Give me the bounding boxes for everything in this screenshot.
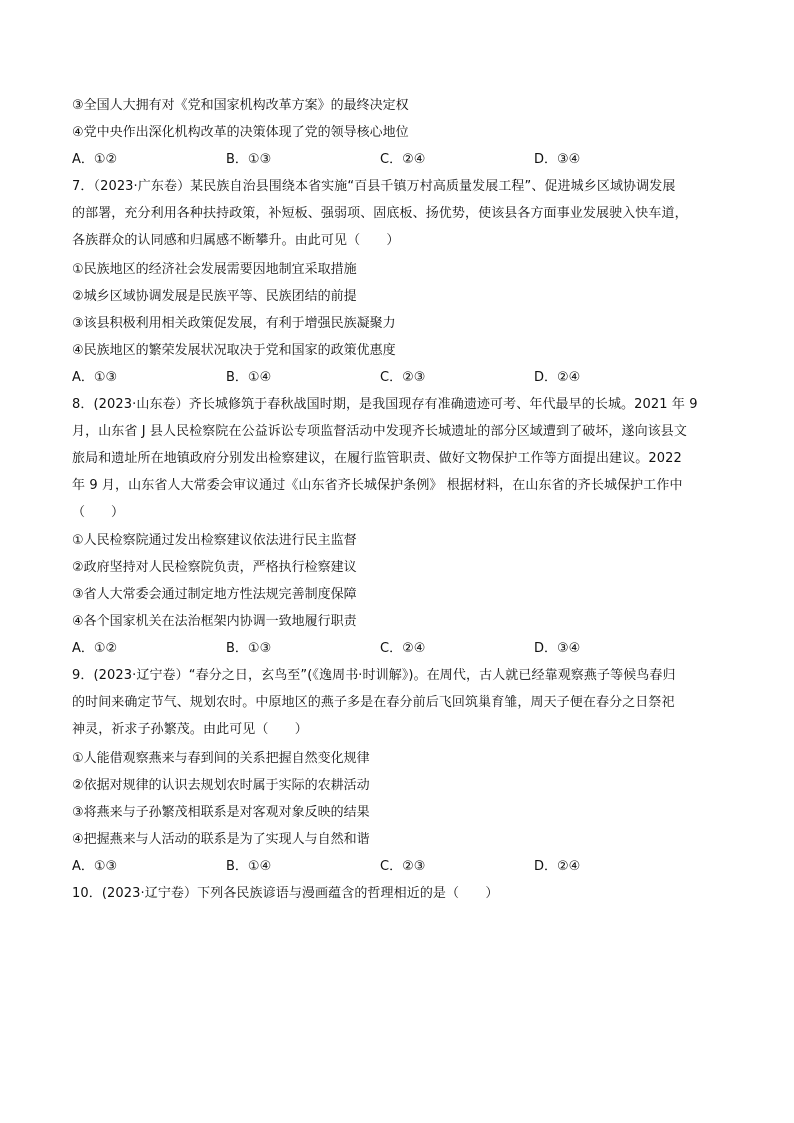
- q9-statement-4: ④把握燕来与人活动的联系是为了实现人与自然和谐: [72, 832, 370, 847]
- q8-option-a: A．①②: [72, 641, 118, 656]
- q9-statement-1: ①人能借观察燕来与春到间的关系把握自然变化规律: [72, 751, 370, 766]
- q9-option-a: A．①③: [72, 859, 118, 874]
- q8-statement-3: ③省人大常委会通过制定地方性法规完善制度保障: [72, 587, 357, 602]
- q9-option-d: D．②④: [534, 859, 581, 874]
- q8-stem-line-5: （ ）: [72, 505, 125, 520]
- q6-option-a: A．①②: [72, 152, 118, 167]
- q9-stem-line-1: 9．(2023·辽宁卷）“春分之日，玄鸟至”(《逸周书·时训解》)。在周代，古人就已经靠观察燕子等候鸟春归: [72, 668, 676, 683]
- q6-options: [72, 151, 732, 169]
- q9-statement-3: ③将燕来与子孙繁茂相联系是对客观对象反映的结果: [72, 805, 370, 820]
- q9-statement-2: ②依据对规律的认识去规划农时属于实际的农耕活动: [72, 778, 370, 793]
- q9-option-b: B．①④: [226, 859, 272, 874]
- q7-option-b: B．①④: [226, 370, 272, 385]
- q8-statement-4: ④各个国家机关在法治框架内协调一致地履行职责: [72, 614, 357, 629]
- q7-statement-3: ③该县积极利用相关政策促发展，有利于增强民族凝聚力: [72, 316, 396, 331]
- q7-option-a: A．①③: [72, 370, 118, 385]
- q7-stem-line-2: 的部署，充分利用各种扶持政策，补短板、强弱项、固底板、扬优势，使该县各方面事业发展驶入快车道，: [72, 206, 688, 221]
- q6-option-b: B．①③: [226, 152, 272, 167]
- q6-option-d: D．③④: [534, 152, 581, 167]
- q10-stem-line-1: 10．(2023·辽宁卷）下列各民族谚语与漫画蕴含的哲理相近的是（ ）: [72, 886, 499, 901]
- q6-statement-4: ④党中央作出深化机构改革的决策体现了党的领导核心地位: [72, 125, 409, 140]
- q8-option-b: B．①③: [226, 641, 272, 656]
- q8-statement-1: ①人民检察院通过发出检察建议依法进行民主监督: [72, 533, 357, 548]
- q7-stem-line-1: 7．（2023·广东卷）某民族自治县围绕本省实施“百县千镇万村高质量发展工程”、促进城乡区域协调发展: [72, 179, 676, 194]
- q7-statement-2: ②城乡区域协调发展是民族平等、民族团结的前提: [72, 289, 357, 304]
- q7-statement-4: ④民族地区的繁荣发展状况取决于党和国家的政策优惠度: [72, 343, 396, 358]
- q8-stem-line-2: 月，山东省 J 县人民检察院在公益诉讼专项监督活动中发现齐长城遗址的部分区域遭到了破坏，遂向该县文: [72, 424, 687, 439]
- q8-option-d: D．③④: [534, 641, 581, 656]
- q7-stem-line-3: 各族群众的认同感和归属感不断攀升。由此可见（ ）: [72, 233, 400, 248]
- q7-option-c: C．②③: [380, 370, 426, 385]
- q9-option-c: C．②③: [380, 859, 426, 874]
- q8-option-c: C．②④: [380, 641, 426, 656]
- q6-option-c: C．②④: [380, 152, 426, 167]
- q7-option-d: D．②④: [534, 370, 581, 385]
- q7-statement-1: ①民族地区的经济社会发展需要因地制宜采取措施: [72, 262, 357, 277]
- q8-statement-2: ②政府坚持对人民检察院负责，严格执行检察建议: [72, 560, 357, 575]
- q8-options: [72, 640, 732, 658]
- q9-options: [72, 858, 732, 876]
- q7-options: [72, 369, 732, 387]
- q8-stem-line-1: 8．(2023·山东卷）齐长城修筑于春秋战国时期，是我国现存有准确遗迹可考、年代最早的长城。2021 年 9: [72, 397, 698, 412]
- q6-statement-3: ③全国人大拥有对《党和国家机构改革方案》的最终决定权: [72, 98, 409, 113]
- q9-stem-line-2: 的时间来确定节气、规划农时。中原地区的燕子多是在春分前后飞回筑巢育雏，周天子便在春分之日祭祀: [72, 695, 675, 710]
- q9-stem-line-3: 神灵，祈求子孙繁茂。由此可见（ ）: [72, 722, 308, 737]
- q8-stem-line-4: 年 9 月，山东省人大常委会审议通过《山东省齐长城保护条例》 根据材料，在山东省的齐长城保护工作中: [72, 478, 683, 493]
- q8-stem-line-3: 旅局和遗址所在地镇政府分别发出检察建议，在履行监管职责、做好文物保护工作等方面提出建议。2022: [72, 451, 682, 466]
